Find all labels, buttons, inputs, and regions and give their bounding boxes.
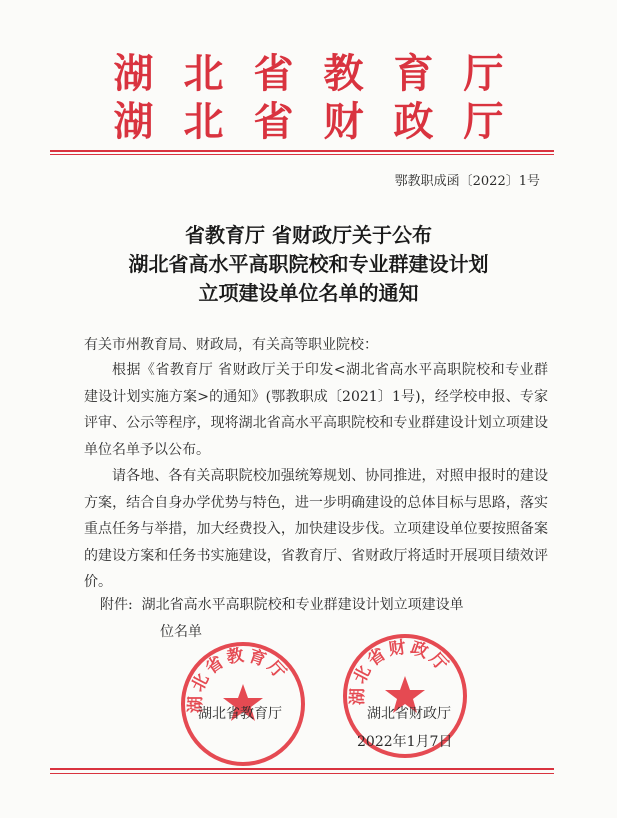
header-divider: [50, 150, 554, 152]
title-line-2: 湖北省高水平高职院校和专业群建设计划: [128, 252, 489, 276]
attachment-title-line2: 位名单: [160, 623, 202, 640]
attachment-note: [100, 592, 540, 645]
title-line-1: 省教育厅 省财政厅关于公布: [185, 223, 432, 247]
header-divider-thin: [50, 154, 554, 155]
salutation: 有关市州教育局、财政局，有关高等职业院校：: [84, 337, 378, 353]
attachment-label: 附件:: [100, 597, 133, 613]
paragraph-1: 根据《省教育厅 省财政厅关于印发<湖北省高水平高职院校和专业群建设计划实施方案>的通知》(鄂教职成〔2021〕1号)，经学校申报、专家评审、公示等程序，现将湖北省高水平高职院校和专业群建设计划立项建设单位名单予以公布。: [84, 362, 548, 458]
attachment-title-line1: 湖北省高水平高职院校和专业群建设计划立项建设单: [141, 597, 464, 613]
issue-date: 2022年1月7日: [357, 734, 453, 750]
document-number: 鄂教职成函〔2022〕1号: [394, 174, 540, 189]
seal-left-text: 湖北省教育厅: [185, 646, 292, 714]
footer-divider: [50, 768, 554, 770]
issuer-header-finance: 湖北省财政厅: [113, 99, 534, 145]
title-line-3: 立项建设单位名单的通知: [198, 281, 419, 305]
signature-education: 湖北省教育厅: [198, 706, 282, 722]
signature-finance: 湖北省财政厅: [367, 706, 451, 722]
footer-divider-thin: [50, 773, 554, 774]
seal-right-text: 湖北省财政厅: [347, 638, 454, 706]
issuer-header-education: 湖北省教育厅: [113, 51, 534, 97]
paragraph-2: 请各地、各有关高职院校加强统筹规划、协同推进，对照申报时的建设方案，结合自身办学优势与特色，进一步明确建设的总体目标与思路，落实重点任务与举措，加大经费投入，加快建设步伐。立项建设单位要按照备案的建设方案和任务书实施建设，省教育厅、省财政厅将适时开展项目绩效评价。: [84, 468, 548, 590]
